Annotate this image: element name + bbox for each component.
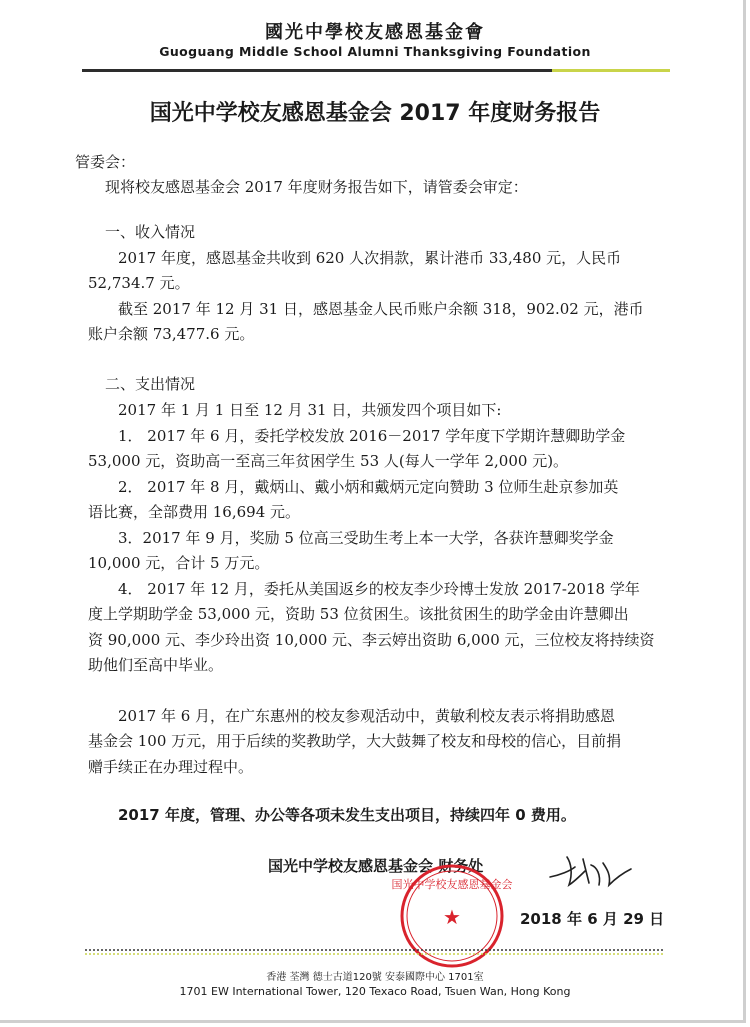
expense-item-1-line-2: 53,000 元，资助高一至高三年贫困学生 53 人(每人一学年 2,000 元)。 (88, 452, 569, 470)
expense-item-4-line-2: 度上学期助学金 53,000 元，资助 53 位贫困生。该批贫困生的助学金由许慧卿出 (88, 605, 629, 623)
income-heading: 一、收入情况 (105, 223, 196, 241)
expense-intro: 2017 年 1 月 1 日至 12 月 31 日，共颁发四个项目如下: (118, 401, 502, 419)
report-title: 国光中学校友感恩基金会 2017 年度财务报告 (149, 101, 601, 126)
letterhead-english-name: Guoguang Middle School Alumni Thanksgiving Foundation (159, 44, 591, 59)
donation-line-1: 2017 年 6 月，在广东惠州的校友参观活动中，黄敏利校友表示将捐助感恩 (118, 707, 616, 725)
donation-line-3: 赠手续正在办理过程中。 (88, 758, 254, 776)
handwritten-signature-icon (545, 845, 635, 895)
seal-text: 国光中学校友感恩基金会 (391, 878, 513, 891)
expense-item-4-line-1: 4． 2017 年 12 月，委托从美国返乡的校友李少玲博士发放 2017-2018 学年 (118, 580, 640, 598)
expense-item-4-line-3: 资 90,000 元、李少玲出资 10,000 元、李云婷出资助 6,000 元，三位校友将持续资 (88, 631, 655, 649)
expense-item-4-line-4: 助他们至高中毕业。 (88, 656, 224, 674)
letterhead-rule-accent (552, 69, 670, 72)
expense-item-3-line-2: 10,000 元，合计 5 万元。 (88, 554, 270, 572)
intro-paragraph: 现将校友感恩基金会 2017 年度财务报告如下，请管委会审定： (105, 178, 528, 196)
expense-item-2-line-1: 2． 2017 年 8 月，戴炳山、戴小炳和戴炳元定向赞助 3 位师生赴京参加英 (118, 478, 619, 496)
income-paragraph-2-line-2: 账户余额 73,477.6 元。 (88, 325, 255, 343)
footer-divider (85, 947, 665, 957)
expense-heading: 二、支出情况 (105, 375, 196, 393)
letterhead-chinese-name: 國光中學校友感恩基金會 (265, 22, 485, 43)
income-paragraph-1-line-2: 52,734.7 元。 (88, 274, 190, 292)
letterhead-rule (82, 69, 552, 72)
report-date: 2018 年 6 月 29 日 (520, 910, 665, 928)
footer-address-english: 1701 EW International Tower, 120 Texaco Road, Tsuen Wan, Hong Kong (179, 985, 571, 998)
expense-item-3-line-1: 3．2017 年 9 月，奖励 5 位高三受助生考上本一大学，各获许慧卿奖学金 (118, 529, 614, 547)
expense-item-2-line-2: 语比赛，全部费用 16,694 元。 (88, 503, 301, 521)
expense-item-1-line-1: 1． 2017 年 6 月，委托学校发放 2016－2017 学年度下学期许慧卿助学金 (118, 427, 626, 445)
admin-cost-note: 2017 年度，管理、办公等各项未发生支出项目，持续四年 0 费用。 (118, 806, 576, 824)
income-paragraph-1-line-1: 2017 年度，感恩基金共收到 620 人次捐款，累计港币 33,480 元，人民币 (118, 249, 622, 267)
salutation: 管委会： (75, 153, 136, 171)
svg-text:★: ★ (443, 905, 461, 929)
donation-line-2: 基金会 100 万元，用于后续的奖教助学，大大鼓舞了校友和母校的信心，目前捐 (88, 732, 622, 750)
signature-organization: 国光中学校友感恩基金会 财务处 (268, 857, 484, 875)
income-paragraph-2-line-1: 截至 2017 年 12 月 31 日，感恩基金人民币账户余额 318，902.02 元，港币 (118, 300, 644, 318)
footer-address-chinese: 香港 荃灣 德士古道120號 安泰國際中心 1701室 (266, 972, 484, 983)
